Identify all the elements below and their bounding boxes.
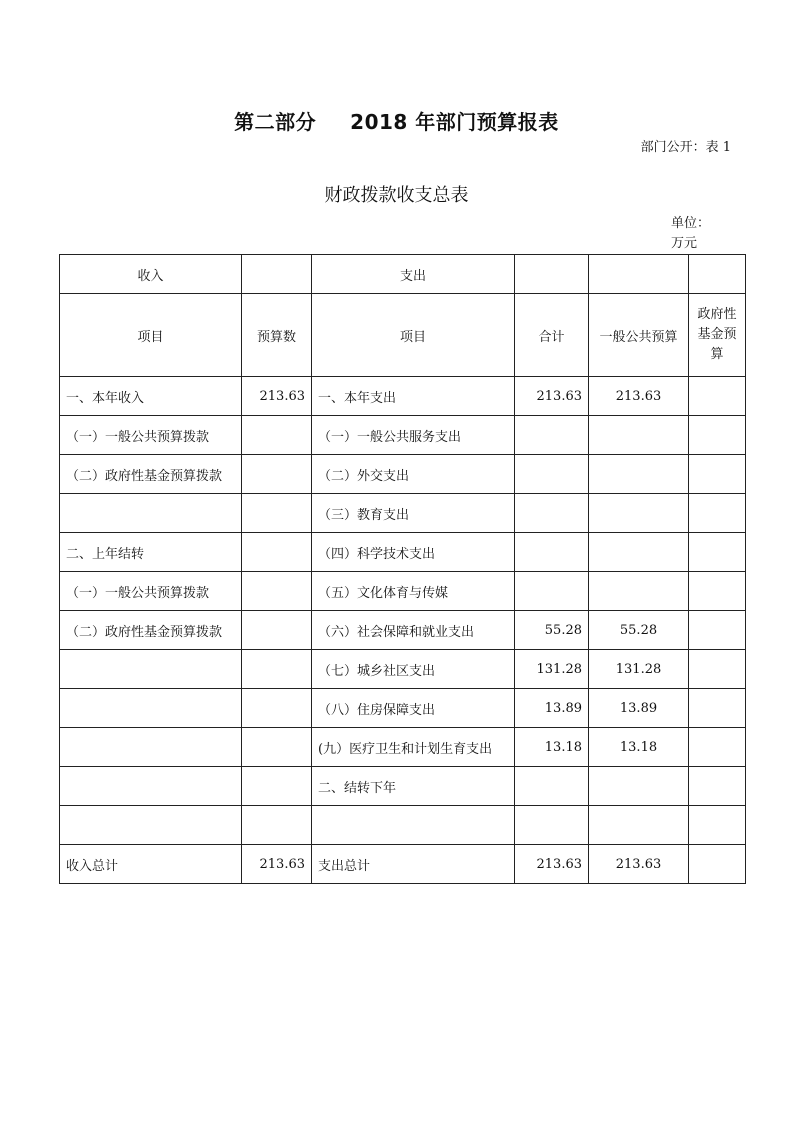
total-value	[515, 533, 589, 572]
unit-line-2: 万元	[671, 236, 698, 251]
gov-fund-value	[689, 572, 746, 611]
page-title	[0, 106, 793, 135]
table-row	[60, 416, 746, 455]
gov-fund-value	[689, 494, 746, 533]
table-row	[60, 377, 746, 416]
income-item: （二）政府性基金预算拨款	[60, 611, 242, 650]
general-total: 213.63	[589, 845, 689, 884]
expense-item: （八）住房保障支出	[312, 689, 515, 728]
expense-item: (九）医疗卫生和计划生育支出	[312, 728, 515, 767]
expense-item: 二、结转下年	[312, 767, 515, 806]
budget-value	[242, 572, 312, 611]
general-value	[589, 767, 689, 806]
gov-fund-value	[689, 650, 746, 689]
gov-fund-value	[689, 728, 746, 767]
budget-value	[242, 611, 312, 650]
header-blank-2	[515, 255, 589, 294]
table-name: 财政拨款收支总表	[324, 185, 469, 206]
total-value	[515, 416, 589, 455]
gov-fund-value	[689, 611, 746, 650]
table-row	[60, 533, 746, 572]
expense-item: （三）教育支出	[312, 494, 515, 533]
gov-fund-value	[689, 377, 746, 416]
total-value: 13.18	[515, 728, 589, 767]
title-report: 2018 年部门预算报表	[350, 110, 559, 134]
expense-item: （五）文化体育与传媒	[312, 572, 515, 611]
expense-total-label: 支出总计	[312, 845, 515, 884]
gov-fund-value	[689, 455, 746, 494]
header-general: 一般公共预算	[589, 294, 689, 377]
total-value: 13.89	[515, 689, 589, 728]
budget-value	[242, 806, 312, 845]
header-item-2: 项目	[312, 294, 515, 377]
header-expense: 支出	[312, 255, 515, 294]
budget-value: 213.63	[242, 377, 312, 416]
table-row	[60, 455, 746, 494]
total-value: 55.28	[515, 611, 589, 650]
general-value	[589, 494, 689, 533]
budget-value	[242, 455, 312, 494]
income-item: 一、本年收入	[60, 377, 242, 416]
general-value	[589, 455, 689, 494]
table-row	[60, 650, 746, 689]
table-row	[60, 728, 746, 767]
general-value: 13.18	[589, 728, 689, 767]
header-total: 合计	[515, 294, 589, 377]
table-row	[60, 806, 746, 845]
gov-fund-value	[689, 416, 746, 455]
expense-item: （七）城乡社区支出	[312, 650, 515, 689]
budget-value	[242, 689, 312, 728]
expense-item: （六）社会保障和就业支出	[312, 611, 515, 650]
total-value	[515, 806, 589, 845]
table-row	[60, 689, 746, 728]
general-value: 131.28	[589, 650, 689, 689]
general-value	[589, 416, 689, 455]
expense-total: 213.63	[515, 845, 589, 884]
income-item: 二、上年结转	[60, 533, 242, 572]
expense-item: （一）一般公共服务支出	[312, 416, 515, 455]
income-item: （二）政府性基金预算拨款	[60, 455, 242, 494]
expense-item: （四）科学技术支出	[312, 533, 515, 572]
budget-value	[242, 650, 312, 689]
header-blank-4	[689, 255, 746, 294]
budget-value	[242, 767, 312, 806]
income-item: （一）一般公共预算拨款	[60, 572, 242, 611]
income-item: （一）一般公共预算拨款	[60, 416, 242, 455]
gov-fund-value	[689, 533, 746, 572]
gov-fund-total	[689, 845, 746, 884]
general-value: 55.28	[589, 611, 689, 650]
expense-item: （二）外交支出	[312, 455, 515, 494]
income-item	[60, 806, 242, 845]
gov-fund-value	[689, 767, 746, 806]
general-value	[589, 533, 689, 572]
budget-value	[242, 494, 312, 533]
total-value	[515, 572, 589, 611]
total-row	[60, 845, 746, 884]
income-total: 213.63	[242, 845, 312, 884]
income-total-label: 收入总计	[60, 845, 242, 884]
title-part: 第二部分	[234, 110, 317, 134]
income-item	[60, 728, 242, 767]
general-value	[589, 806, 689, 845]
budget-table	[59, 254, 746, 884]
expense-item: 一、本年支出	[312, 377, 515, 416]
general-value	[589, 572, 689, 611]
general-value: 13.89	[589, 689, 689, 728]
expense-item	[312, 806, 515, 845]
header-budget: 预算数	[242, 294, 312, 377]
header-row-1	[60, 255, 746, 294]
table-row	[60, 611, 746, 650]
income-item	[60, 767, 242, 806]
unit-label	[671, 214, 731, 254]
income-item	[60, 494, 242, 533]
table-row	[60, 494, 746, 533]
gov-fund-value	[689, 806, 746, 845]
general-value: 213.63	[589, 377, 689, 416]
header-blank-1	[242, 255, 312, 294]
header-blank-3	[589, 255, 689, 294]
table-row	[60, 767, 746, 806]
header-item: 项目	[60, 294, 242, 377]
total-value	[515, 767, 589, 806]
income-item	[60, 650, 242, 689]
total-value	[515, 494, 589, 533]
income-item	[60, 689, 242, 728]
unit-line-1: 单位：	[671, 216, 711, 231]
total-value	[515, 455, 589, 494]
total-value: 213.63	[515, 377, 589, 416]
header-income: 收入	[60, 255, 242, 294]
gov-fund-value	[689, 689, 746, 728]
total-value: 131.28	[515, 650, 589, 689]
table-row	[60, 572, 746, 611]
budget-value	[242, 728, 312, 767]
header-row-2	[60, 294, 746, 377]
budget-value	[242, 533, 312, 572]
disclosure-tag: 部门公开：表 1	[640, 140, 731, 155]
header-gov-fund: 政府性基金预算	[689, 294, 746, 377]
budget-value	[242, 416, 312, 455]
